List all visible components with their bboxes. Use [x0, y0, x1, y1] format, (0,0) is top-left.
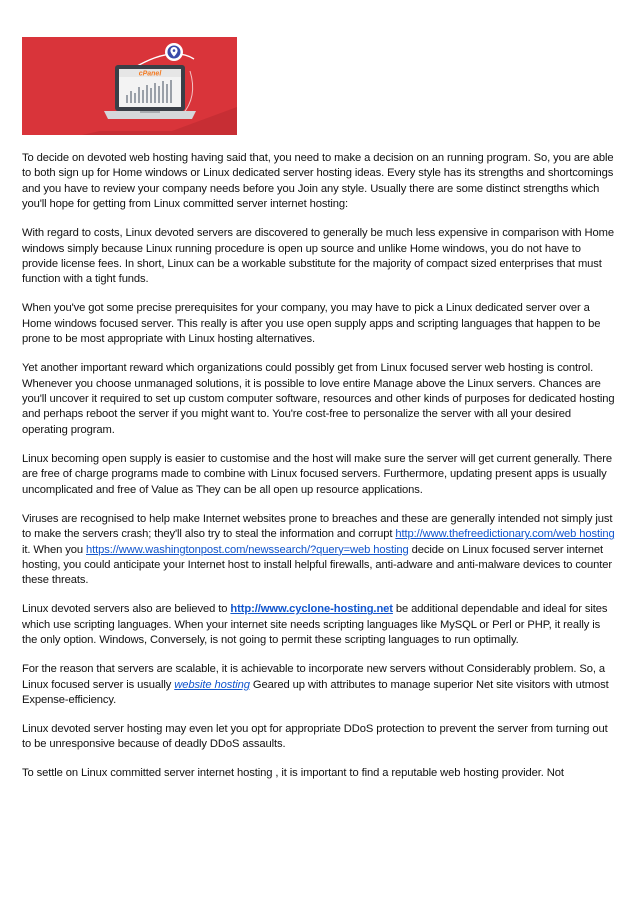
paragraph-8-text-2: Geared up with attributes to manage superior Net site visitors with utmost Expense-efficiency.: [22, 678, 609, 706]
hero-illustration: [22, 37, 237, 135]
paragraph-8-text-1: For the reason that servers are scalable, it is achievable to incorporate new servers without Considerably problem. So, a Linux focused server is usually: [22, 663, 605, 691]
location-pin-icon: [165, 43, 183, 61]
paragraph-3: When you've got some precise prerequisites for your company, you may have to pick a Linux dedicated server over a Home windows focused server. This really is after you use open supply apps and scripting languages that happen to be prone to be most appropriate with Linux hosting alternatives.: [22, 302, 601, 346]
paragraph-4: Yet another important reward which organizations could possibly get from Linux focused server web hosting is control. Whenever you choose unmanaged solutions, it is possible to love entire Manage above the Linux servers. Chances are you'll uncover it required to set up custom computer software, resources and other kinds of purposes for dedicated hosting and perhaps reboot the server if you might want to. You're cost-free to personalize the server with all your desired operating program.: [22, 362, 615, 436]
paragraph-7-text-2: be additional dependable and ideal for sites which use scripting languages. When your internet site needs scripting languages like MySQL or Perl or PHP, it really is the only option. Windows, Conversely, is not going to permit these scripting languages to run optimally.: [22, 603, 608, 647]
paragraph-6-text-1: Viruses are recognised to help make Internet websites prone to breaches and these are generally intended not simply just to make the servers crash; they'll also try to steal the information and corrupt: [22, 512, 613, 541]
paragraph-6: [22, 512, 618, 589]
paragraph-6-text-3: decide on Linux focused server internet hosting, you could anticipate your Internet host to install helpful firewalls, anti-adware and anti-malware devices to counter these threats.: [22, 543, 612, 587]
website-hosting-link[interactable]: website hosting: [174, 678, 250, 691]
article-body: [22, 151, 618, 795]
paragraph-7-text-1: Linux devoted servers also are believed to: [22, 603, 231, 616]
paragraph-10: To settle on Linux committed server internet hosting , it is important to find a reputable web hosting provider. Not: [22, 767, 564, 780]
thefreedictionary-link[interactable]: http://www.thefreedictionary.com/web hosting: [395, 528, 615, 541]
paragraph-1: To decide on devoted web hosting having said that, you need to make a decision on an running program. So, you are able to both sign up for Home windows or Linux dedicated server hosting ideas. Every style has its strengths and shortcomings and you have to review your company needs before you Join any style. Usually there are some distinct strengths which you'll hope for getting from Linux committed server internet hosting:: [22, 152, 614, 211]
paragraph-2: With regard to costs, Linux devoted servers are discovered to generally be much less expensive in comparison with Home windows simply because Linux running procedure is open up source and unlike Home windows, you do not have to provide license fees. In short, Linux can be a workable substitute for the majority of compact sized enterprises that must function with a tight funds.: [22, 227, 614, 286]
cpanel-logo-text: cPanel: [138, 70, 162, 78]
paragraph-5: Linux becoming open supply is easier to customise and the host will make sure the server will get current generally. There are free of charge programs made to combine with Linux focused servers. Furthermore, updating present apps is usually uncomplicated and free of Value as They can be all open up resource applications.: [22, 452, 612, 496]
paragraph-6-text-2: it. When you: [22, 543, 86, 556]
cyclone-hosting-link[interactable]: http://www.cyclone-hosting.net: [230, 603, 393, 616]
paragraph-9: Linux devoted server hosting may even let you opt for appropriate DDoS protection to prevent the server from turning out to be unresponsive because of deadly DDoS assaults.: [22, 722, 608, 751]
paragraph-7: [22, 602, 618, 648]
paragraph-8: [22, 662, 618, 708]
washingtonpost-link[interactable]: https://www.washingtonpost.com/newssearch/?query=web hosting: [86, 543, 409, 556]
